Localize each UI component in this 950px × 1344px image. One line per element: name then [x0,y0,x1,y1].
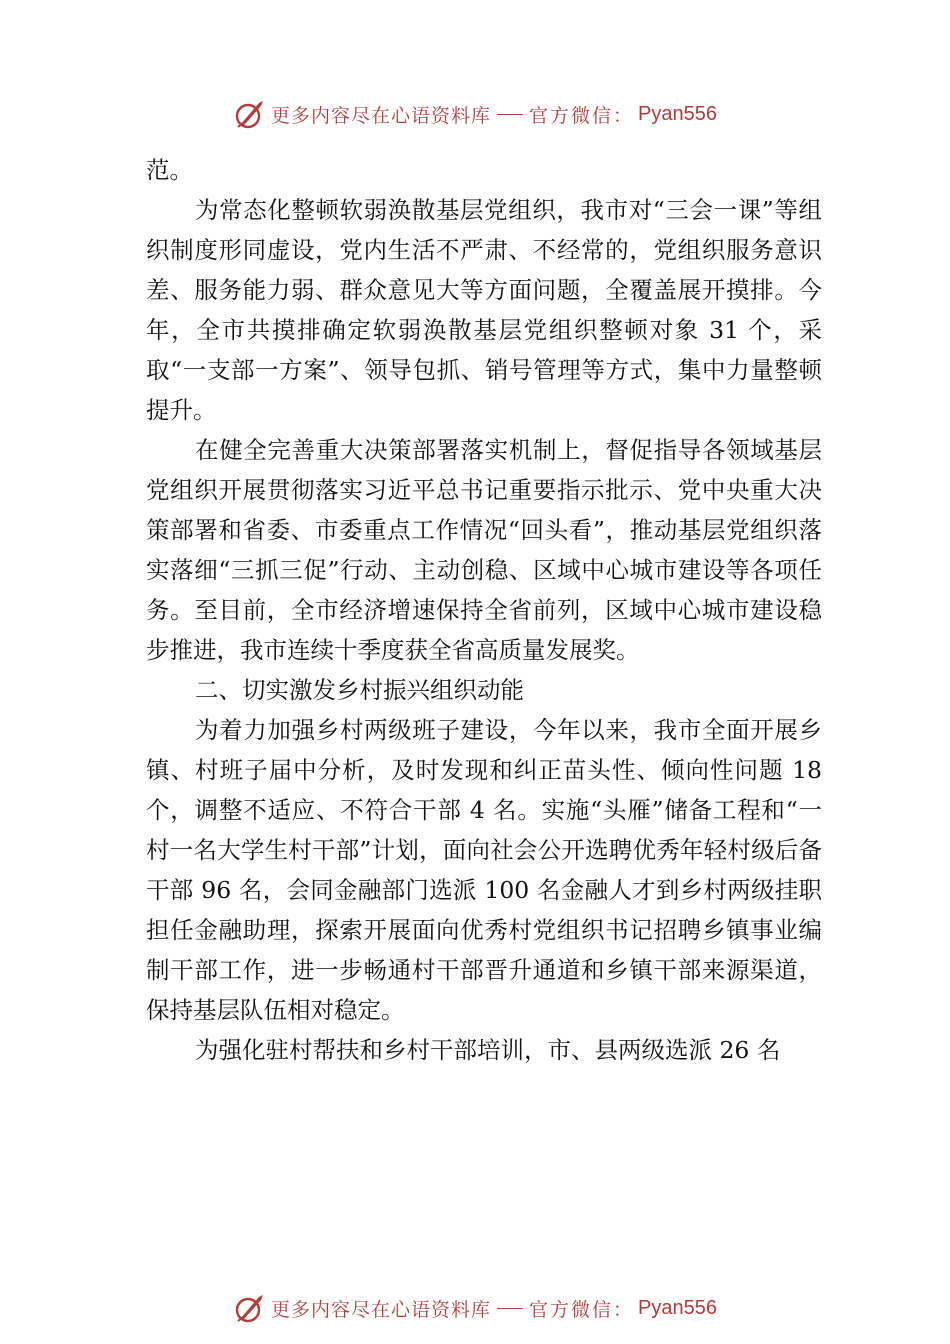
banner-wechat-id: Pyan556 [638,1296,717,1319]
banner-wechat-id: Pyan556 [638,102,717,125]
quill-pen-logo-icon [233,97,267,131]
banner-text: 更多内容尽在心语资料库 [271,104,492,127]
banner-wechat-label: 官方微信： [529,1298,635,1321]
document-body [146,150,822,1070]
paragraph-continuation: 范。 [146,156,193,184]
paragraph: 为常态化整顿软弱涣散基层党组织，我市对“三会一课”等组织制度形同虚设，党内生活不严肃、不经常的，党组织服务意识差、服务能力弱、群众意见大等方面问题，全覆盖展开摸排。今年，全市共摸排确定软弱涣散基层党组织整顿对象 31 个，采取“一支部一方案”、领导包抓、销号管理等方式，集中力量整顿提升。 [146,196,822,424]
section-heading: 二、切实激发乡村振兴组织动能 [195,676,524,704]
quill-pen-logo-icon [233,1291,267,1325]
footer-watermark-banner [0,1288,950,1328]
banner-separator [497,114,523,115]
paragraph: 为强化驻村帮扶和乡村干部培训，市、县两级选派 26 名 [195,1036,781,1064]
banner-text: 更多内容尽在心语资料库 [271,1298,492,1321]
header-watermark-banner [0,94,950,134]
banner-separator [497,1308,523,1309]
paragraph: 在健全完善重大决策部署落实机制上，督促指导各领域基层党组织开展贯彻落实习近平总书记重要指示批示、党中央重大决策部署和省委、市委重点工作情况“回头看”，推动基层党组织落实落细“三抓三促”行动、主动创稳、区域中心城市建设等各项任务。至目前，全市经济增速保持全省前列，区域中心城市建设稳步推进，我市连续十季度获全省高质量发展奖。 [146,436,822,664]
paragraph: 为着力加强乡村两级班子建设，今年以来，我市全面开展乡镇、村班子届中分析，及时发现和纠正苗头性、倾向性问题 18 个，调整不适应、不符合干部 4 名。实施“头雁”储备工程和“一村一名大学生村干部”计划，面向社会公开选聘优秀年轻村级后备干部 96 名，会同金融部门选派 100 名金融人才到乡村两级挂职担任金融助理，探索开展面向优秀村党组织书记招聘乡镇事业编制干部工作，进一步畅通村干部晋升通道和乡镇干部来源渠道，保持基层队伍相对稳定。 [146,716,822,1024]
banner-wechat-label: 官方微信： [529,104,635,127]
